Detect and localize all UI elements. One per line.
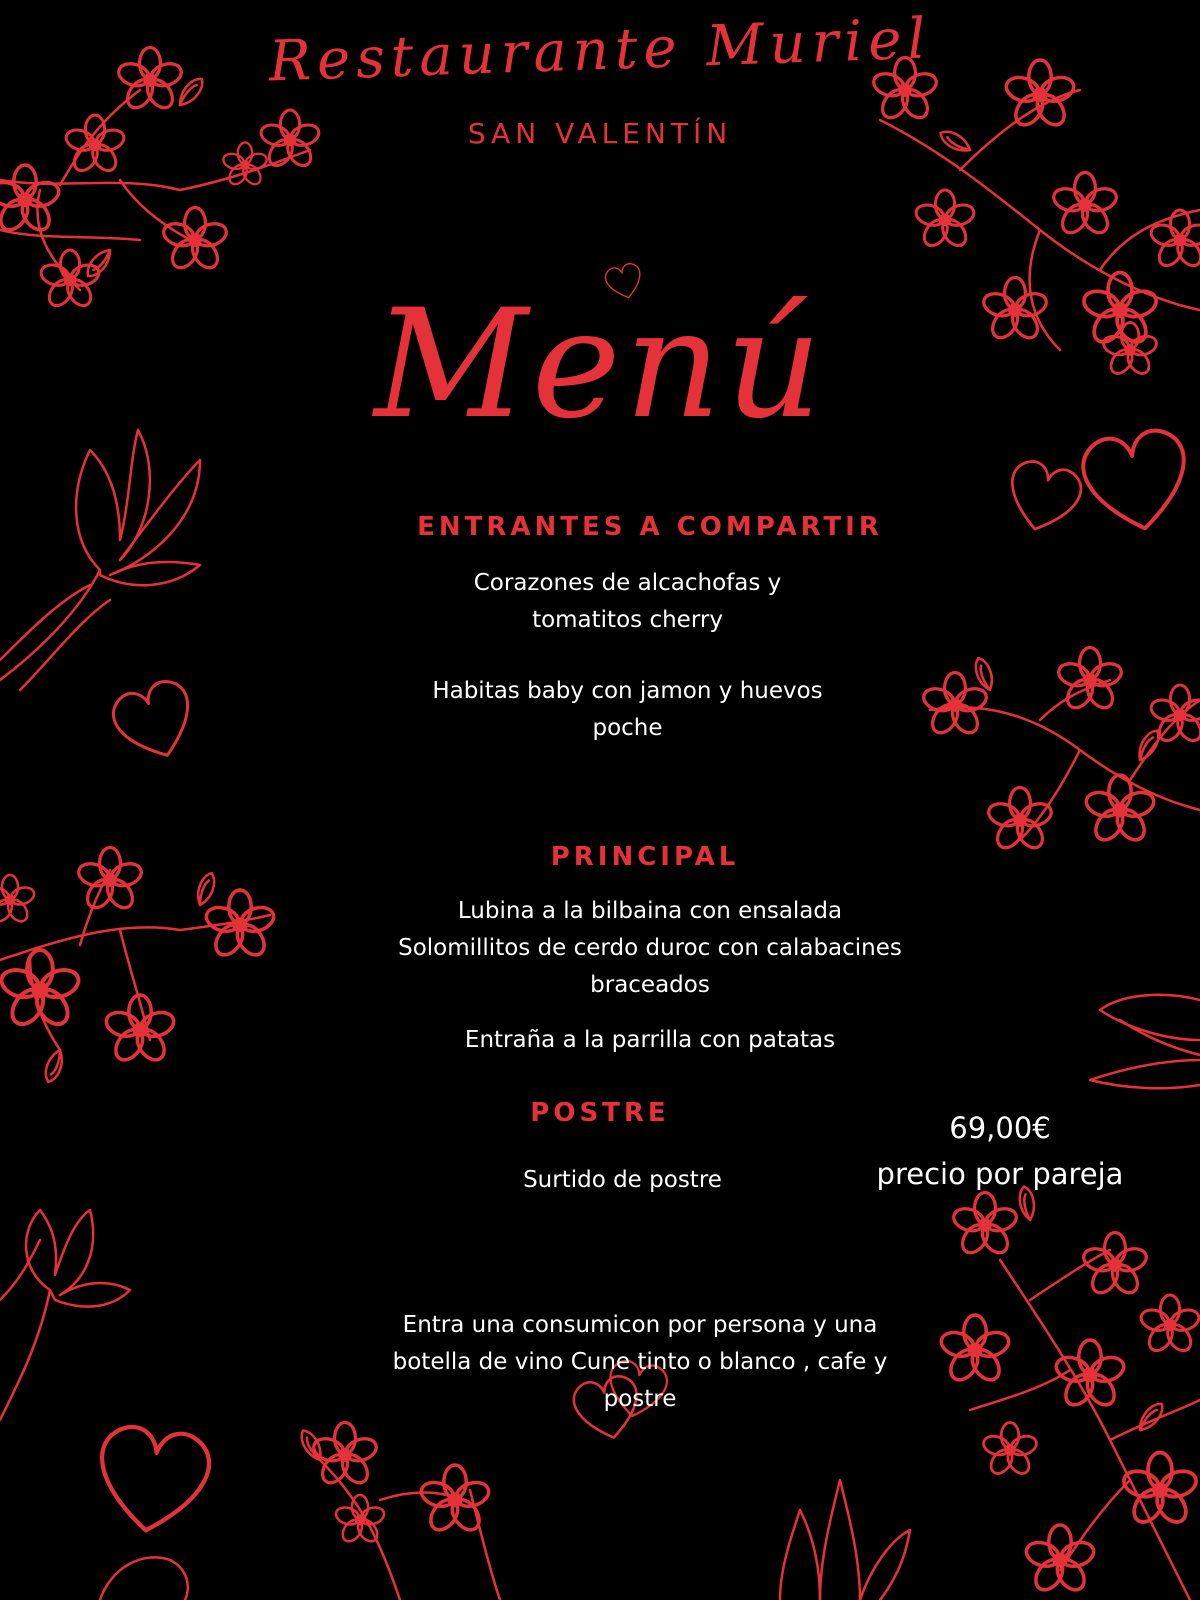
menu-item: Solomillitos de cerdo duroc con calabacines braceados xyxy=(398,935,902,998)
flower-branch-icon xyxy=(297,1423,500,1600)
occasion-subtitle: SAN VALENTÍN xyxy=(467,117,733,150)
magnolia-icon xyxy=(780,1480,910,1600)
menu-title: Menú xyxy=(374,278,826,452)
flower-branch-icon xyxy=(871,58,1200,378)
menu-item: Lubina a la bilbaina con ensalada xyxy=(457,898,843,924)
menu-item: Surtido de postre xyxy=(523,1167,722,1193)
section-title-starters: ENTRANTES A COMPARTIR xyxy=(417,512,883,542)
drink-note: Entra una consumicon por persona y una botella de vino Cune tinto o blanco , cafe y postre xyxy=(392,1312,888,1412)
flower-branch-icon xyxy=(921,648,1200,853)
price-amount: 69,00€ xyxy=(949,1111,1051,1145)
magnolia-icon xyxy=(1090,995,1200,1088)
menu-item: Habitas baby con jamon y huevos poche xyxy=(432,678,823,741)
price-note: precio por pareja xyxy=(876,1157,1124,1191)
heart-icon xyxy=(1079,426,1195,537)
flower-branch-icon xyxy=(938,1185,1200,1600)
flower-branch-icon xyxy=(0,848,277,1085)
restaurant-name: Restaurante Muriel xyxy=(267,6,933,95)
magnolia-icon xyxy=(0,430,200,690)
heart-icon xyxy=(100,1557,188,1600)
section-title-dessert: POSTRE xyxy=(530,1098,670,1128)
heart-icon xyxy=(107,676,203,769)
section-title-main: PRINCIPAL xyxy=(550,842,740,872)
heart-icon xyxy=(93,1423,213,1538)
magnolia-icon xyxy=(0,1210,130,1420)
menu-item: Entraña a la parrilla con patatas xyxy=(464,1027,836,1053)
heart-icon xyxy=(1001,457,1085,538)
menu-item: Corazones de alcachofas y tomatitos cherry xyxy=(473,570,782,633)
